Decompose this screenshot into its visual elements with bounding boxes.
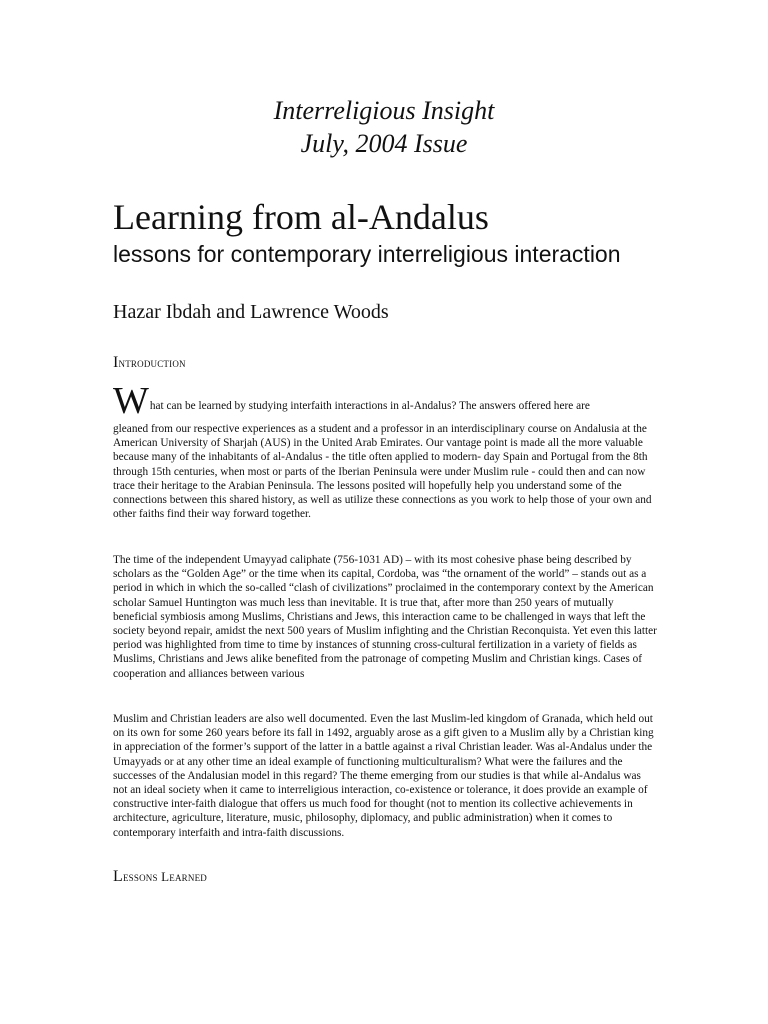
paragraph-2: The time of the independent Umayyad caliphate (756-1031 AD) – with its most cohesive phase being described by scholars as the “Golden Age” or the time when its capital, Cordoba, was “the ornament of the world” – stands out as a period in which in which the so-called “clash of civilizations” proclaimed in the contemporary context by the American scholar Samuel Huntington was much less than inevitable. It is true that, after more than 250 years of mutually beneficial symbiosis among Muslims, Christians and Jews, this interaction came to be challenged in ways that left the society beyond repair, amidst the next 500 years of Muslim infighting and the Christian Reconquista. Yet even this latter period was highlighted from time to time by instances of stunning cross-cultural fertilization in a variety of fields as Muslims, Christians and Jews alike benefited from the patronage of competing Muslim and Christian kings. Cases of cooperation and alliances between various — [113, 554, 657, 680]
section-heading-lessons-learned: Lessons Learned — [113, 868, 207, 885]
article-authors: Hazar Ibdah and Lawrence Woods — [113, 301, 389, 323]
section-heading-introduction: Introduction — [113, 354, 186, 371]
drop-cap: W — [113, 380, 149, 422]
paragraph-1-body: gleaned from our respective experiences as a student and a professor in an interdisciplinary course on Andalusia at the American University of Sharjah (AUS) in the United Arab Emirates. Our vantage point is made all the more valuable because many of the inhabitants of al-Andalus - the title often applied to modern- day Spain and Portugal from the 8th through 15th centuries, when most or parts of the Iberian Peninsula were under Muslim rule - could then and can now trace their heritage to the Arabian Peninsula. The lessons posited will hopefully help you understand some of the connections between this shared history, as well as utilize these connections as you work to help those of your own and other faiths find their way forward together. — [113, 423, 652, 521]
paragraph-1 — [113, 380, 658, 521]
journal-header — [0, 94, 768, 160]
paragraph-3: Muslim and Christian leaders are also well documented. Even the last Muslim-led kingdom of Granada, which held out on its own for some 260 years before its fall in 1492, arguably arose as a gift given to a Muslim ally by a Christian king in appreciation of the former’s support of the latter in a battle against a rival Christian leader. Was al-Andalus under the Umayyads or at any other time an ideal example of functioning multiculturalism? What were the failures and the successes of the Andalusian model in this regard? The theme emerging from our studies is that while al-Andalus was not an ideal society when it came to interreligious interaction, co-existence or tolerance, it does provide an example of constructive inter-faith dialogue that offers us much food for thought (not to mention its collective achievements in architecture, agriculture, literature, music, philosophy, diplomacy, and public administration) when it comes to contemporary interfaith and intra-faith discussions. — [113, 713, 654, 839]
article-title: Learning from al-Andalus — [113, 197, 489, 237]
journal-name: Interreligious Insight — [273, 96, 495, 125]
article-subtitle: lessons for contemporary interreligious interaction — [113, 241, 621, 267]
paragraph-1-first-line: hat can be learned by studying interfaith interactions in al-Andalus? The answers offered here are — [149, 400, 590, 412]
journal-issue: July, 2004 Issue — [300, 129, 468, 158]
